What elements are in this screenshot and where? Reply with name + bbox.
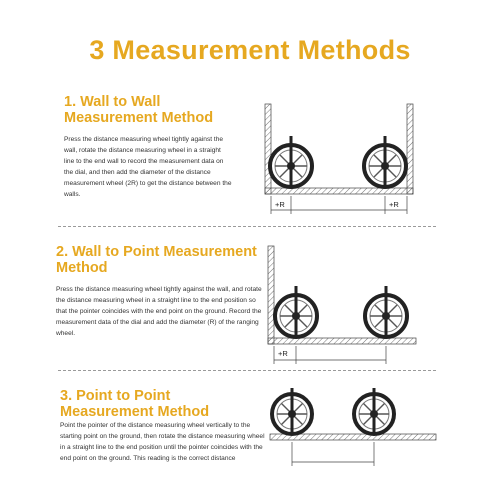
section-1-title-line2: Measurement Method bbox=[64, 110, 214, 126]
section-3-title-line1: 3. Point to Point bbox=[60, 388, 171, 404]
section-2-body: Press the distance measuring wheel tightly against the wall, and rotate the distance measuring wheel in a straight line to the end position so that the pointer coincides with the end point on the ground. Record the measurement data of the dial and add the diameter (R) of the ranging wheel. bbox=[56, 286, 262, 337]
page-title: 3 Measurement Methods bbox=[89, 35, 411, 65]
wheel-icon bbox=[354, 388, 394, 434]
section-1-title bbox=[64, 94, 213, 126]
left-wall bbox=[268, 246, 274, 344]
section-2-title-line1: 2. Wall to Point Measurement bbox=[56, 244, 257, 260]
divider-2 bbox=[58, 370, 436, 371]
divider-1 bbox=[58, 226, 436, 227]
point-to-point-diagram bbox=[262, 386, 442, 470]
radius-label: +R bbox=[278, 349, 288, 358]
wheel-icon bbox=[270, 136, 312, 187]
floor bbox=[265, 188, 413, 194]
radius-label-left: +R bbox=[275, 200, 285, 209]
section-1-title-line1: 1. Wall to Wall bbox=[64, 94, 161, 110]
section-3-title-line2: Measurement Method bbox=[60, 404, 210, 420]
wheel-icon bbox=[272, 388, 312, 434]
left-wall bbox=[265, 104, 271, 194]
wheel-icon bbox=[364, 136, 406, 187]
floor bbox=[268, 338, 416, 344]
wall-to-point-diagram bbox=[262, 240, 422, 370]
section-3-body: Point the pointer of the distance measuring wheel vertically to the starting point on the ground, then rotate the distance measuring wheel in a straight line to the end position until the pointer coincides with the end point on the ground. This reading is the correct distance bbox=[60, 422, 265, 462]
section-3-title bbox=[60, 388, 209, 420]
section-1-body: Press the distance measuring wheel tightly against the wall, rotate the distance measuring wheel in a straight line to the end wall to record the measurement data on the dial, and then add the diameter of the distance measurement wheel (2R) to get the distance between the walls. bbox=[64, 136, 232, 198]
right-wall bbox=[407, 104, 413, 194]
radius-label-right: +R bbox=[389, 200, 399, 209]
section-2-title bbox=[56, 244, 257, 276]
wall-to-wall-diagram bbox=[255, 96, 435, 226]
wheel-icon bbox=[365, 286, 407, 337]
section-2-title-line2: Method bbox=[56, 260, 108, 276]
wheel-icon bbox=[275, 286, 317, 337]
